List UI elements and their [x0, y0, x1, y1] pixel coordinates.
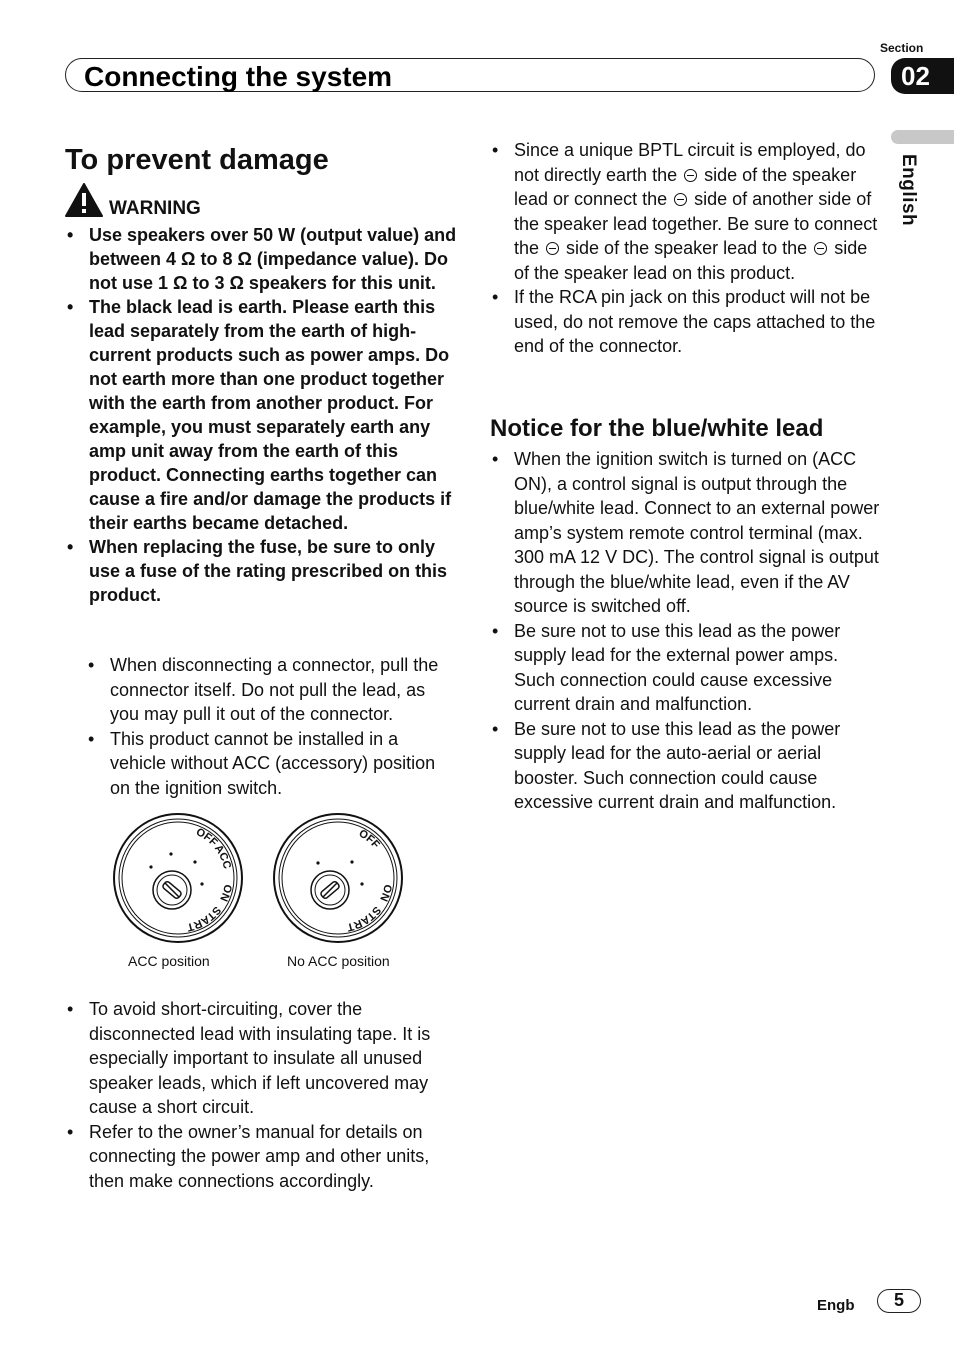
page-number: 5: [877, 1289, 921, 1313]
ignition-switch-no-acc-image: [268, 808, 408, 948]
warning-icon: [65, 183, 103, 222]
bptl-text: side of another side of the speaker lead together. Be sure to connect the: [514, 189, 878, 258]
list-item: • The black lead is earth. Please earth this lead separately from the earth of high-current products such as power amps. Do not earth more than one product together with the earth from another product. For example, you must separately earth any amp unit away from the earth of this product. Connecting earths together can cause a fire and/or damage the products if their earths became detached.: [65, 295, 457, 535]
notice-heading: Notice for the blue/white lead: [490, 415, 824, 442]
bptl-text: side of the speaker lead on this product.: [514, 238, 868, 283]
list-item: • To avoid short-circuiting, cover the disconnected lead with insulating tape. It is especially important to insulate all unused speaker leads, which if left uncovered may cause a short circuit.: [65, 997, 455, 1120]
section-number: 02: [891, 58, 954, 94]
list-item: • Use speakers over 50 W (output value) and between 4 Ω to 8 Ω (impedance value). Do not use 1 Ω to 3 Ω speakers for this unit.: [65, 223, 457, 295]
acc-switch-figure: [108, 808, 248, 953]
switch-label-on: ON: [217, 883, 234, 904]
list-item: • Refer to the owner’s manual for details on connecting the power amp and other units, then make connections accordingly.: [65, 1120, 455, 1194]
bptl-list: [490, 138, 882, 359]
sub-list: [86, 653, 458, 800]
warning-list: [65, 223, 457, 607]
minus-terminal-icon: [674, 193, 687, 206]
language-tab: [891, 130, 954, 144]
switch-label-off: OFF: [356, 827, 382, 852]
minus-terminal-icon: [546, 242, 559, 255]
switch-label-on: ON: [377, 883, 394, 904]
insulation-list: [65, 997, 455, 1193]
list-item: • When the ignition switch is turned on (ACC ON), a control signal is output through the blue/white lead. Connect to an external power amp’s system remote control terminal (max. 300 mA 12 V DC). The control signal is output through the blue/white lead, even if the AV source is switched off.: [490, 447, 882, 619]
switch-label-acc: ACC: [211, 842, 234, 871]
language-label: English: [898, 154, 919, 227]
list-item: • Be sure not to use this lead as the power supply lead for the external power amps. Such connection could cause excessive current drain and malfunction.: [490, 619, 882, 717]
switch-label-start: START: [185, 903, 223, 934]
acc-caption: ACC position: [128, 953, 210, 969]
list-item: • Be sure not to use this lead as the power supply lead for the auto-aerial or aerial booster. Such connection could cause excessive current drain and malfunction.: [490, 717, 882, 815]
minus-terminal-icon: [684, 169, 697, 182]
page-heading: To prevent damage: [65, 144, 329, 176]
switch-label-off: OFF: [194, 826, 220, 849]
list-item: • When disconnecting a connector, pull the connector itself. Do not pull the lead, as you may pull it out of the connector.: [86, 653, 458, 727]
list-item: • If the RCA pin jack on this product will not be used, do not remove the caps attached to the end of the connector.: [490, 285, 882, 359]
bptl-text: side of the speaker lead to the: [561, 238, 813, 258]
minus-terminal-icon: [814, 242, 827, 255]
warning-label: WARNING: [109, 198, 201, 219]
no-acc-caption: No ACC position: [287, 953, 390, 969]
list-item: [490, 138, 882, 285]
list-item: • When replacing the fuse, be sure to only use a fuse of the rating prescribed on this product.: [65, 535, 457, 607]
chapter-title: Connecting the system: [84, 61, 393, 92]
notice-list: [490, 447, 882, 815]
switch-label-start: START: [345, 903, 383, 934]
no-acc-switch-figure: [268, 808, 408, 953]
section-label: Section: [880, 41, 924, 55]
bptl-text: side of the speaker lead or connect the: [514, 164, 857, 209]
warning-header: [65, 186, 201, 222]
bptl-text: Since a unique BPTL circuit is employed, do not directly earth the: [514, 140, 866, 185]
list-item: • This product cannot be installed in a vehicle without ACC (accessory) position on the ignition switch.: [86, 727, 458, 801]
ignition-switch-acc-image: [108, 808, 248, 948]
footer-language-code: Engb: [817, 1297, 855, 1314]
